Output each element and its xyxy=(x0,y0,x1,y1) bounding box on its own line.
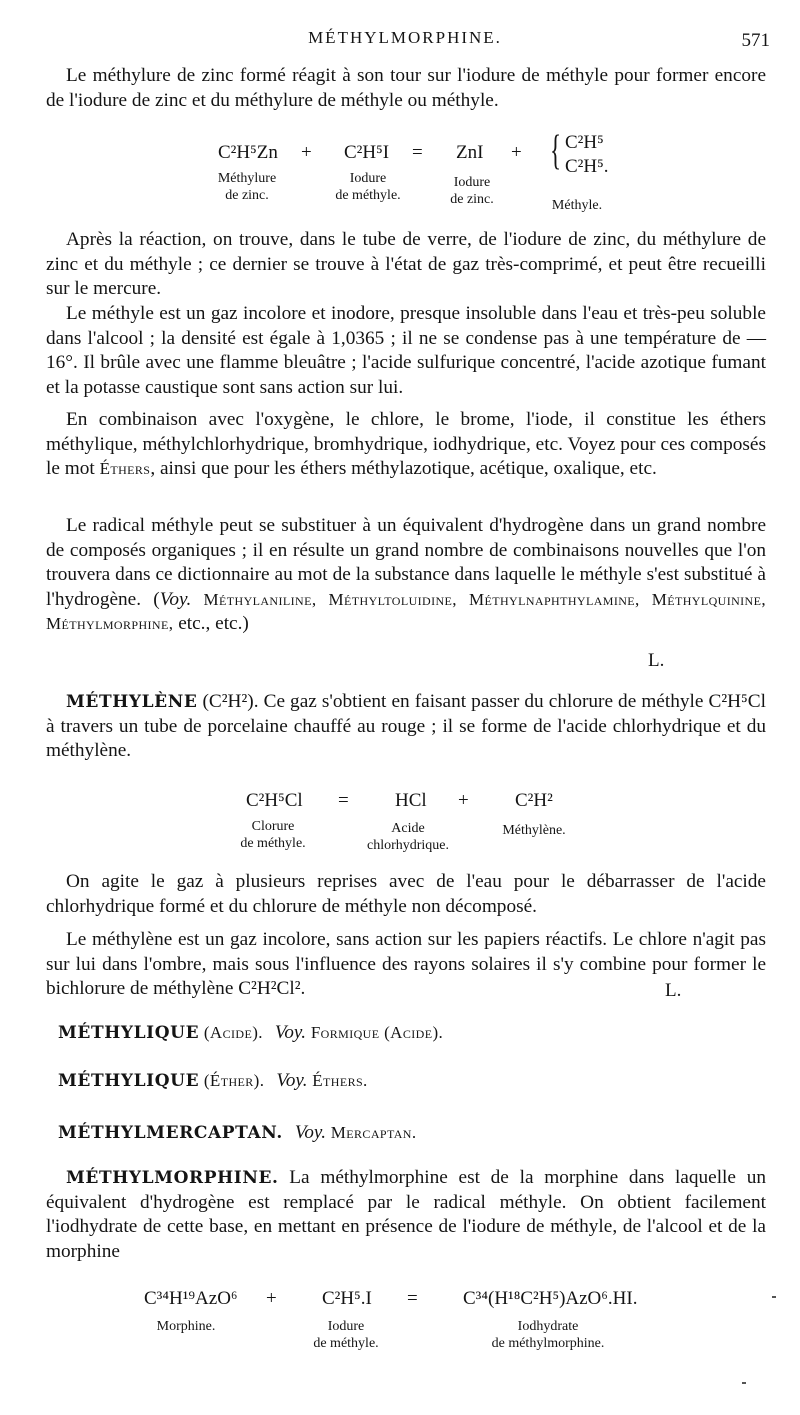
eq1-term-2: C²H⁵I xyxy=(344,142,390,163)
headword-methylene: MÉTHYLÈNE xyxy=(66,692,198,712)
eq1-brace: { xyxy=(550,128,562,174)
eq3-label-1: Morphine. xyxy=(156,1319,216,1334)
equation-methylure-iodure xyxy=(0,128,800,222)
eq2-term-1: C²H⁵Cl xyxy=(246,790,303,811)
eq1-term-1: C²H⁵Zn xyxy=(218,142,278,163)
eq2-label-1: Clorure de méthyle. xyxy=(240,819,306,851)
entry-methylique-ether: MÉTHYLIQUE (Éther). Voy. Éthers. xyxy=(58,1070,368,1091)
eq2-label-3: Méthylène. xyxy=(502,823,566,838)
eq1-plus-1: + xyxy=(301,142,312,163)
eq1-equals: = xyxy=(412,142,423,163)
eq2-label-2: Acide chlorhydrique. xyxy=(366,821,450,853)
eq3-label-2: Iodure de méthyle. xyxy=(313,1319,379,1351)
paragraph-gas-properties: Le méthyle est un gaz incolore et inodore, presque insoluble dans l'eau et très-peu soluble dans l'alcool ; la densité est égale à 1,0365 ; il ne se condense pas à une température de — 16°. Il brûle avec une flamme bleuâtre ; l'acide sulfurique concentré, l'acide azotique fumant et la potasse caustique sont sans action sur lui. xyxy=(46,303,766,398)
page-number: 571 xyxy=(741,30,770,51)
eq1-term-4b: C²H⁵. xyxy=(565,156,609,177)
eq2-term-3: C²H² xyxy=(515,790,553,811)
eq1-term-3: ZnI xyxy=(456,142,484,163)
eq3-plus: + xyxy=(266,1288,277,1309)
paragraph-combinations: En combinaison avec l'oxygène, le chlore, le brome, l'iode, il constitue les éthers méthylique, méthylchlorhydrique, bromhydrique, iodhydrique, etc. Voyez pour ces composés le mot Éthers, ainsi que pour les éthers méthylazotique, acétique, oxalique, etc. xyxy=(46,409,766,479)
entry-methylmorphine: MÉTHYLMORPHINE. La méthylmorphine est de la morphine dans laquelle un équivalent d'hydrogène est remplacé par le radical méthyle. On obtient facilement l'iodhydrate de cette base, en mettant en présence de l'iodure de méthyle, de l'alcool et de la morphine xyxy=(46,1167,766,1262)
eq1-label-3: Iodure de zinc. xyxy=(450,175,494,207)
eq3-term-3: C³⁴(H¹⁸C²H⁵)AzO⁶.HI. xyxy=(463,1288,638,1309)
paragraph-substitution: Le radical méthyle peut se substituer à un équivalent d'hydrogène dans un grand nombre de composés organiques ; il en résulte un grand nombre de combinaisons nouvelles que l'on trouvera dans ce dictionnaire au mot de la substance dans laquelle le méthyle s'est substitué à l'hydrogène. (Voy. Méthylaniline, Méthyltoluidine, Méthylnaphthylamine, Méthylquinine, Méthylmorphine, etc., etc.) xyxy=(46,515,766,634)
headword-methylmorphine: MÉTHYLMORPHINE. xyxy=(66,1168,279,1188)
eq1-label-2: Iodure de méthyle. xyxy=(335,171,401,203)
eq1-label-4: Méthyle. xyxy=(551,198,603,213)
eq3-label-3: Iodhydrate de méthylmorphine. xyxy=(491,1319,605,1351)
eq3-term-2: C²H⁵.I xyxy=(322,1288,372,1309)
equation-morphine xyxy=(0,1288,800,1350)
running-title: MÉTHYLMORPHINE. xyxy=(308,28,502,47)
signature-l-2: L. xyxy=(665,980,682,1001)
intro-paragraph xyxy=(46,64,766,113)
eq3-equals: = xyxy=(407,1288,418,1309)
ref-ethers: Éthers xyxy=(99,459,151,478)
eq1-label-1: Méthylure de zinc. xyxy=(217,171,277,203)
eq1-plus-2: + xyxy=(511,142,522,163)
eq2-equals: = xyxy=(338,790,349,811)
eq1-term-4a: C²H⁵ xyxy=(565,132,604,153)
paragraph-reaction: Après la réaction, on trouve, dans le tube de verre, de l'iodure de zinc, du méthylure de zinc et du méthyle ; ce dernier se trouve à l'état de gaz très-comprimé, et peut être recueilli sur le mercure. xyxy=(46,229,766,299)
signature-l-1: L. xyxy=(648,650,665,671)
print-speck xyxy=(772,1296,776,1298)
paragraph-washing: On agite le gaz à plusieurs reprises avec de l'eau pour le débarrasser de l'acide chlorhydrique formé et du chlorure de méthyle non décomposé. xyxy=(46,871,766,917)
eq2-plus: + xyxy=(458,790,469,811)
equation-chlorure xyxy=(0,790,800,852)
intro-text: Le méthylure de zinc formé réagit à son tour sur l'iodure de méthyle pour former encore de l'iodure de zinc et du méthylure de méthyle ou méthyle. xyxy=(46,65,766,111)
entry-methylene: MÉTHYLÈNE (C²H²). Ce gaz s'obtient en faisant passer du chlorure de méthyle C²H⁵Cl à travers un tube de porcelaine chauffé au rouge ; il se forme de l'acide chlorhydrique et du méthylène. xyxy=(46,691,766,761)
entry-methylique-acide: MÉTHYLIQUE (Acide). Voy. Formique (Acide). xyxy=(58,1022,444,1043)
print-speck xyxy=(742,1382,746,1384)
page-header xyxy=(40,28,770,56)
eq3-term-1: C³⁴H¹⁹AzO⁶ xyxy=(144,1288,238,1309)
entry-methylmercaptan: MÉTHYLMERCAPTAN. Voy. Mercaptan. xyxy=(58,1122,417,1143)
cross-references: Méthylaniline, Méthyltoluidine, Méthylnaphthylamine, Méthylquinine, Méthylmorphine, xyxy=(46,589,766,633)
paragraph-methylene-properties: Le méthylène est un gaz incolore, sans action sur les papiers réactifs. Le chlore n'agit pas sur lui dans l'ombre, mais sous l'influence des rayons solaires il s'y combine pour former le bichlorure de méthylène C²H²Cl². xyxy=(46,929,766,999)
eq2-term-2: HCl xyxy=(395,790,427,811)
